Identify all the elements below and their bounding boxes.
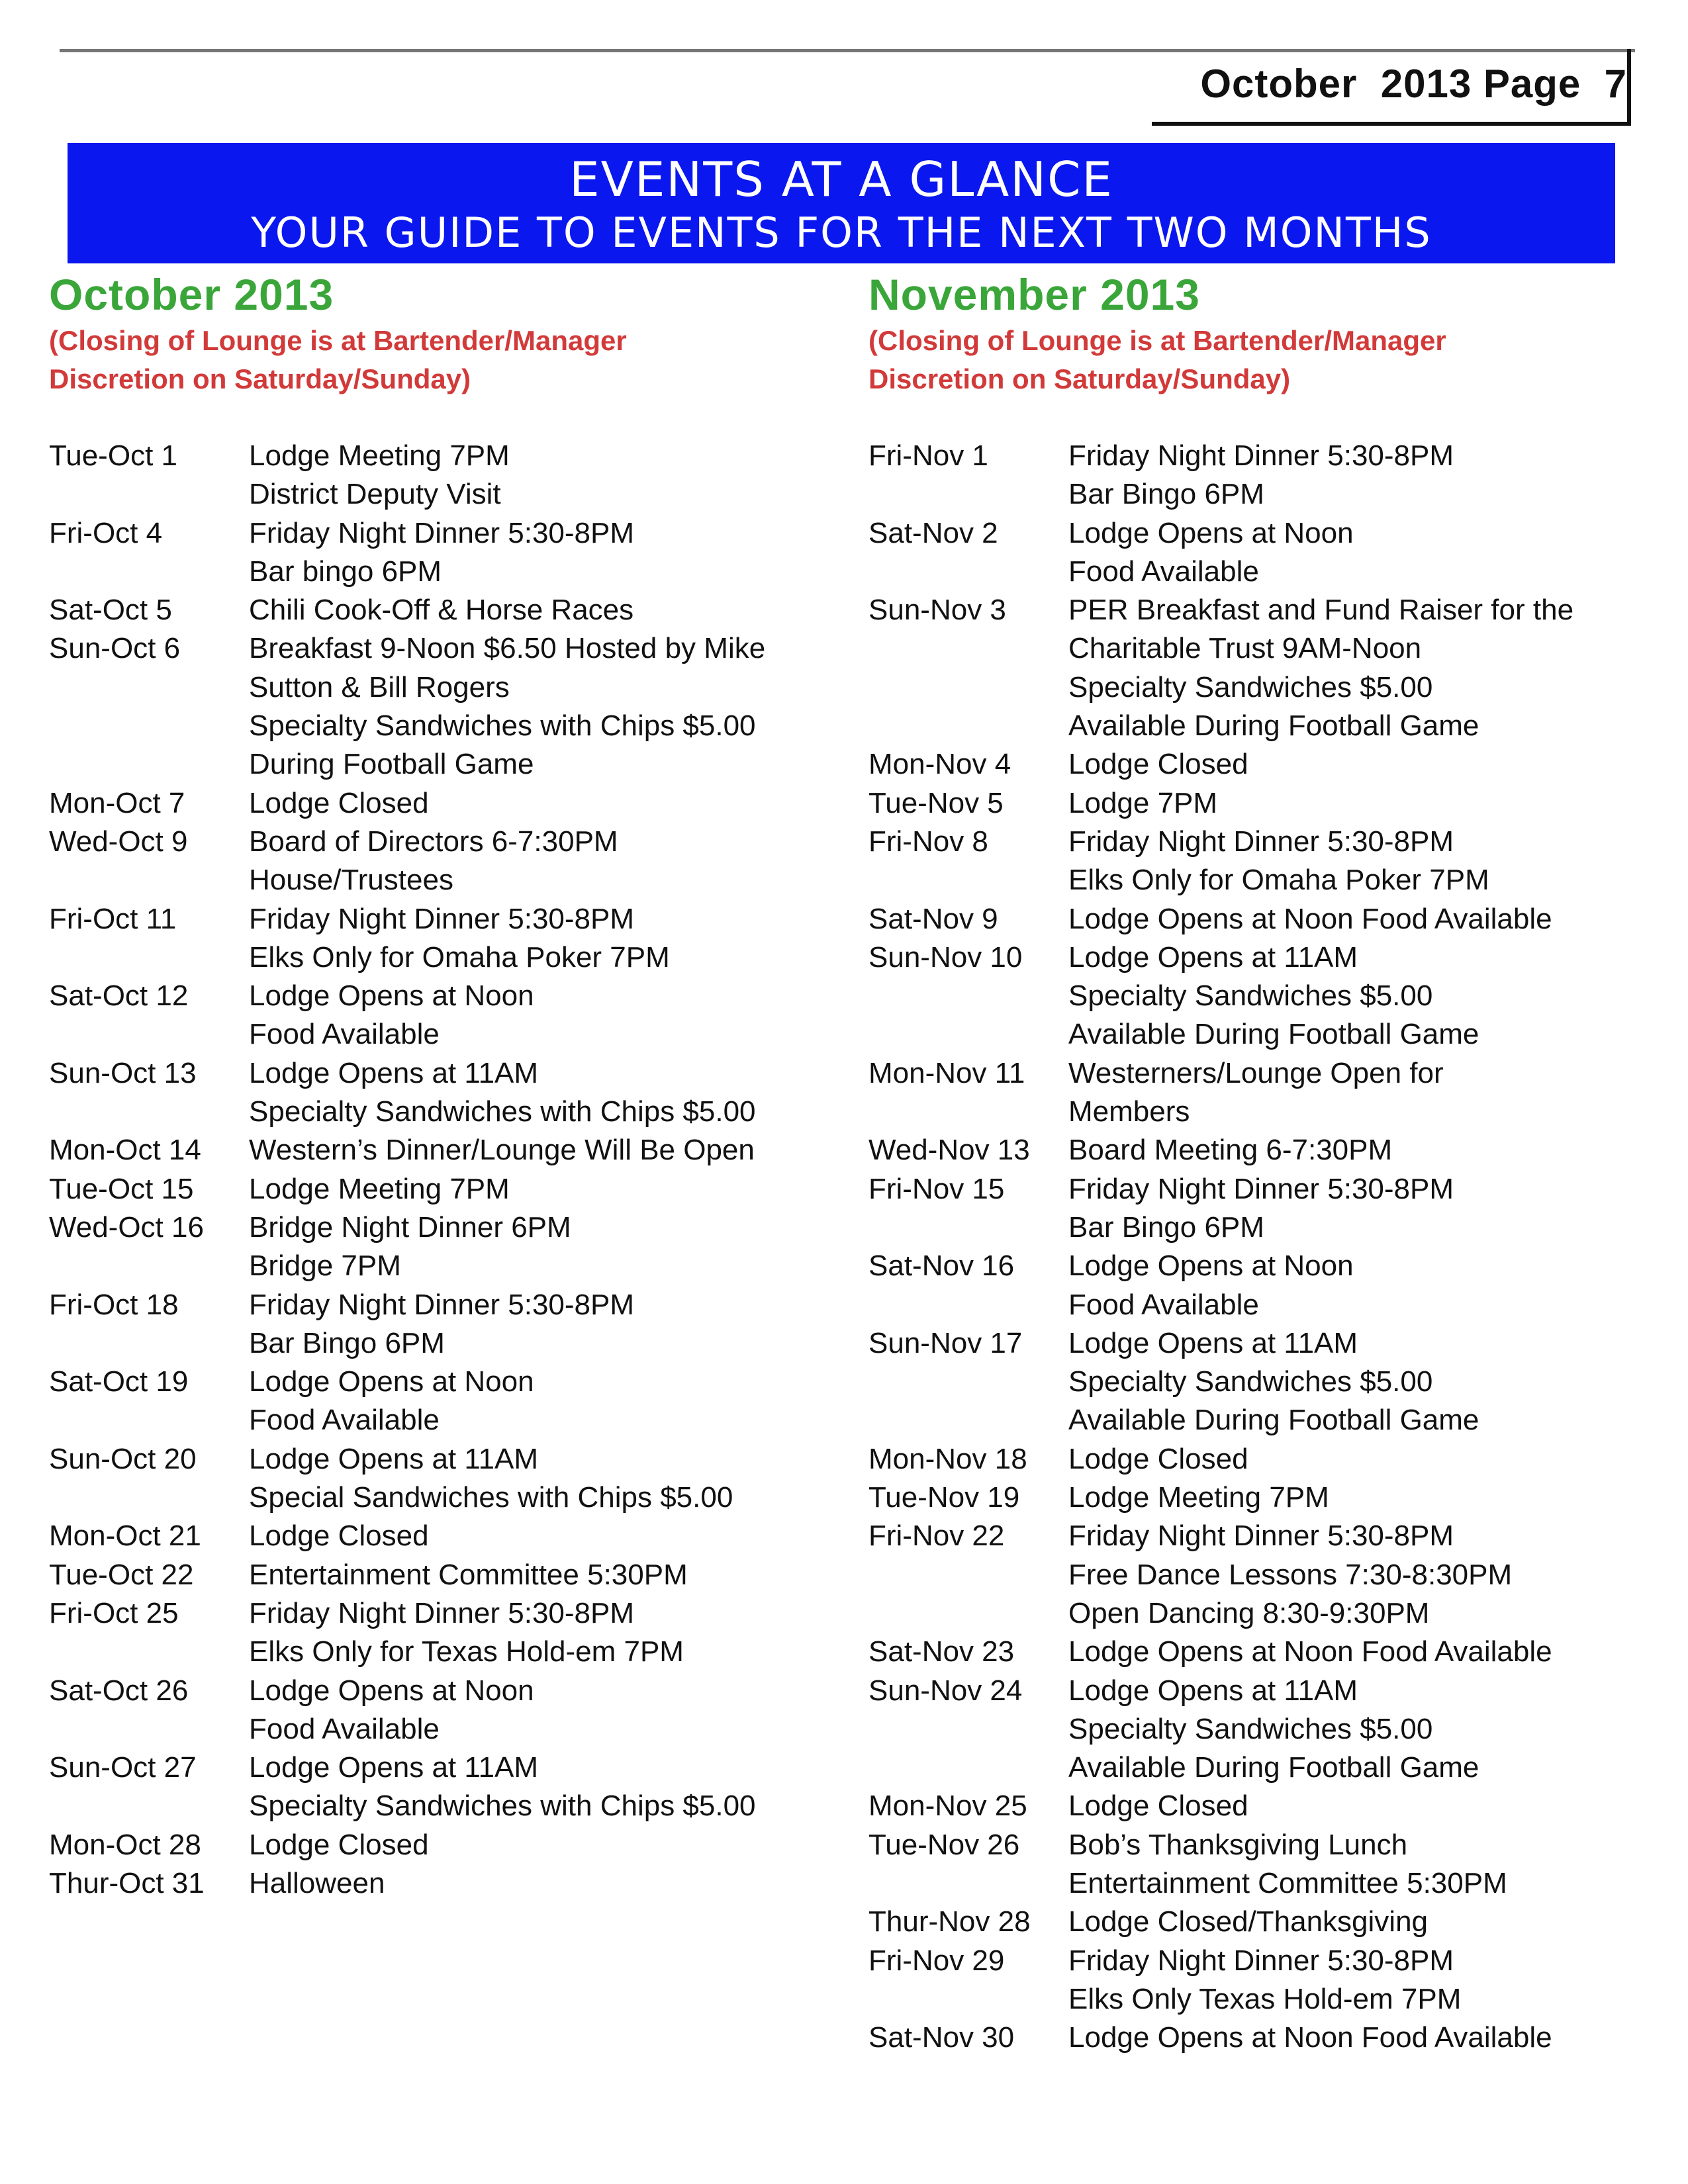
event-detail-line: Sutton & Bill Rogers <box>249 670 510 704</box>
event-date: Mon-Oct 21 <box>49 1520 201 1553</box>
event-detail-line: Elks Only Texas Hold-em 7PM <box>1068 1982 1462 2015</box>
event-details <box>249 514 817 592</box>
october-column <box>49 267 817 1903</box>
event-details <box>249 900 817 978</box>
event-details <box>249 591 817 629</box>
event-detail-line: House/Trustees <box>249 864 453 897</box>
event-details <box>249 1170 817 1208</box>
event-row <box>49 629 817 784</box>
event-details <box>1068 745 1636 784</box>
event-detail-line: Lodge Closed <box>1068 748 1248 781</box>
event-date: Sat-Oct 19 <box>49 1365 189 1398</box>
event-row <box>49 1594 817 1672</box>
event-details <box>1068 900 1636 938</box>
event-date: Sun-Nov 3 <box>868 594 1006 627</box>
event-detail-line: Lodge Opens at 11AM <box>1068 940 1358 974</box>
event-row <box>49 1556 817 1594</box>
event-detail-line: Lodge Opens at Noon <box>249 979 534 1013</box>
event-date: Thur-Oct 31 <box>49 1866 205 1899</box>
event-detail-line: Entertainment Committee 5:30PM <box>249 1558 688 1591</box>
event-detail-line: Elks Only for Omaha Poker 7PM <box>249 940 670 974</box>
event-date: Fri-Oct 4 <box>49 516 163 549</box>
event-detail-line: Lodge Opens at Noon Food Available <box>1068 1635 1552 1668</box>
event-detail-line: Friday Night Dinner 5:30-8PM <box>249 902 635 935</box>
event-details <box>1068 1672 1636 1788</box>
event-detail-line: Bridge Night Dinner 6PM <box>249 1210 571 1244</box>
event-details <box>249 1826 817 1864</box>
event-row <box>868 1324 1636 1440</box>
event-details <box>249 784 817 823</box>
event-detail-line: Entertainment Committee 5:30PM <box>1068 1866 1507 1899</box>
event-date: Sat-Nov 23 <box>868 1635 1015 1668</box>
event-date: Fri-Nov 8 <box>868 825 988 858</box>
page-header: October 2013 Page 7 <box>1200 62 1627 106</box>
event-row <box>868 1479 1636 1517</box>
event-date: Sun-Nov 17 <box>868 1326 1023 1359</box>
event-date: Tue-Nov 26 <box>868 1828 1020 1861</box>
event-detail-line: Board Meeting 6-7:30PM <box>1068 1134 1393 1167</box>
event-date: Tue-Oct 22 <box>49 1558 194 1591</box>
event-date: Fri-Oct 25 <box>49 1596 179 1629</box>
event-date: Wed-Oct 9 <box>49 825 188 858</box>
event-details <box>1068 938 1636 1054</box>
event-details <box>1068 1826 1636 1903</box>
event-row <box>868 938 1636 1054</box>
event-detail-line: Food Available <box>249 1712 440 1745</box>
event-detail-line: Lodge Opens at 11AM <box>249 1751 539 1784</box>
event-date: Sat-Nov 9 <box>868 902 998 935</box>
event-row <box>868 514 1636 592</box>
october-event-list <box>49 437 817 1903</box>
event-date: Tue-Oct 1 <box>49 439 177 472</box>
event-row <box>868 1131 1636 1169</box>
event-details <box>1068 1787 1636 1825</box>
event-date: Sun-Oct 6 <box>49 632 181 665</box>
event-date: Fri-Nov 15 <box>868 1172 1005 1205</box>
event-details <box>249 977 817 1054</box>
event-row <box>49 784 817 823</box>
event-date: Thur-Nov 28 <box>868 1905 1031 1938</box>
event-details <box>249 1517 817 1555</box>
event-detail-line: Specialty Sandwiches with Chips $5.00 <box>249 1095 756 1128</box>
event-date: Sun-Nov 10 <box>868 940 1023 974</box>
event-date: Tue-Oct 15 <box>49 1172 194 1205</box>
event-row <box>868 900 1636 938</box>
event-details <box>1068 437 1636 514</box>
event-detail-line: PER Breakfast and Fund Raiser for the <box>1068 594 1574 627</box>
event-detail-line: Lodge Closed <box>249 1520 429 1553</box>
event-details <box>249 1556 817 1594</box>
event-detail-line: Specialty Sandwiches $5.00 <box>1068 670 1433 704</box>
event-details <box>249 629 817 784</box>
event-details <box>249 1363 817 1440</box>
event-date: Tue-Nov 5 <box>868 786 1004 819</box>
event-details <box>1068 1247 1636 1324</box>
event-detail-line: Lodge Opens at Noon Food Available <box>1068 902 1552 935</box>
event-row <box>49 1170 817 1208</box>
event-detail-line: Lodge Opens at Noon <box>1068 516 1354 549</box>
event-detail-line: Friday Night Dinner 5:30-8PM <box>1068 1944 1454 1977</box>
event-details <box>1068 1324 1636 1440</box>
events-banner <box>68 143 1615 263</box>
event-detail-line: Lodge 7PM <box>1068 786 1218 819</box>
event-details <box>1068 1440 1636 1479</box>
event-detail-line: Lodge Opens at 11AM <box>1068 1674 1358 1707</box>
event-details <box>249 1864 817 1903</box>
event-row <box>49 1054 817 1132</box>
event-detail-line: Lodge Opens at 11AM <box>1068 1326 1358 1359</box>
event-date: Wed-Nov 13 <box>868 1134 1030 1167</box>
event-row <box>868 1903 1636 1941</box>
event-row <box>49 1440 817 1518</box>
event-detail-line: Friday Night Dinner 5:30-8PM <box>1068 1172 1454 1205</box>
event-row <box>868 1826 1636 1903</box>
event-details <box>249 823 817 900</box>
october-closing-note: (Closing of Lounge is at Bartender/Manager Discretion on Saturday/Sunday) <box>49 325 627 394</box>
event-row <box>868 1517 1636 1633</box>
november-column <box>868 267 1636 2057</box>
event-detail-line: Western’s Dinner/Lounge Will Be Open <box>249 1134 755 1167</box>
event-detail-line: Available During Football Game <box>1068 1404 1479 1437</box>
event-row <box>868 1440 1636 1479</box>
november-title: November 2013 <box>868 270 1200 319</box>
event-detail-line: Available During Football Game <box>1068 709 1479 743</box>
event-row <box>49 437 817 514</box>
event-details <box>249 1440 817 1518</box>
event-detail-line: Lodge Closed/Thanksgiving <box>1068 1905 1429 1938</box>
event-date: Fri-Nov 22 <box>868 1520 1005 1553</box>
event-detail-line: Lodge Opens at Noon <box>249 1365 534 1398</box>
event-details <box>1068 784 1636 823</box>
event-detail-line: Available During Football Game <box>1068 1018 1479 1051</box>
event-row <box>49 900 817 978</box>
event-detail-line: Lodge Closed <box>1068 1790 1248 1823</box>
event-detail-line: Specialty Sandwiches with Chips $5.00 <box>249 709 756 743</box>
event-detail-line: Lodge Meeting 7PM <box>249 1172 510 1205</box>
event-detail-line: Charitable Trust 9AM-Noon <box>1068 632 1422 665</box>
event-date: Sat-Oct 5 <box>49 594 172 627</box>
event-details <box>1068 1633 1636 1671</box>
event-row <box>868 784 1636 823</box>
event-row <box>49 1208 817 1286</box>
event-details <box>249 1131 817 1169</box>
event-details <box>249 1208 817 1286</box>
event-detail-line: Friday Night Dinner 5:30-8PM <box>249 1288 635 1321</box>
event-row <box>49 1363 817 1440</box>
event-date: Mon-Nov 11 <box>868 1056 1025 1089</box>
event-details <box>1068 2019 1636 2057</box>
event-detail-line: Food Available <box>1068 555 1259 588</box>
event-details <box>249 1672 817 1749</box>
event-date: Fri-Oct 18 <box>49 1288 179 1321</box>
event-row <box>868 1942 1636 2019</box>
banner-subtitle: YOUR GUIDE TO EVENTS FOR THE NEXT TWO MONTHS <box>251 208 1432 257</box>
event-detail-line: Members <box>1068 1095 1190 1128</box>
event-row <box>49 1517 817 1555</box>
event-detail-line: Bar bingo 6PM <box>249 555 442 588</box>
event-row <box>49 1864 817 1903</box>
event-detail-line: Bar Bingo 6PM <box>249 1326 445 1359</box>
event-row <box>868 1672 1636 1788</box>
event-row <box>49 977 817 1054</box>
event-row <box>868 1247 1636 1324</box>
event-date: Tue-Nov 19 <box>868 1481 1020 1514</box>
event-details <box>1068 1942 1636 2019</box>
event-details <box>249 1054 817 1132</box>
event-row <box>49 1826 817 1864</box>
event-detail-line: Food Available <box>249 1404 440 1437</box>
event-row <box>868 823 1636 900</box>
event-date: Sat-Oct 26 <box>49 1674 189 1707</box>
event-detail-line: Specialty Sandwiches with Chips $5.00 <box>249 1790 756 1823</box>
event-date: Mon-Oct 28 <box>49 1828 201 1861</box>
october-title: October 2013 <box>49 270 334 319</box>
event-detail-line: Friday Night Dinner 5:30-8PM <box>1068 439 1454 472</box>
event-detail-line: Lodge Closed <box>249 786 429 819</box>
event-details <box>1068 1903 1636 1941</box>
event-detail-line: Bar Bingo 6PM <box>1068 1210 1264 1244</box>
event-details <box>1068 823 1636 900</box>
event-date: Mon-Oct 7 <box>49 786 185 819</box>
event-date: Sun-Nov 24 <box>868 1674 1023 1707</box>
event-detail-line: Friday Night Dinner 5:30-8PM <box>1068 825 1454 858</box>
event-details <box>249 1749 817 1826</box>
event-details <box>249 437 817 514</box>
event-detail-line: Lodge Opens at Noon Food Available <box>1068 2021 1552 2054</box>
event-detail-line: Lodge Closed <box>249 1828 429 1861</box>
event-detail-line: Specialty Sandwiches $5.00 <box>1068 1365 1433 1398</box>
event-row <box>49 1286 817 1363</box>
event-details <box>1068 1479 1636 1517</box>
event-date: Mon-Oct 14 <box>49 1134 201 1167</box>
event-row <box>49 591 817 629</box>
event-details <box>1068 591 1636 745</box>
event-date: Sun-Oct 13 <box>49 1056 197 1089</box>
event-date: Mon-Nov 25 <box>868 1790 1027 1823</box>
event-detail-line: Special Sandwiches with Chips $5.00 <box>249 1481 733 1514</box>
event-detail-line: Bob’s Thanksgiving Lunch <box>1068 1828 1408 1861</box>
event-details <box>1068 514 1636 592</box>
event-detail-line: District Deputy Visit <box>249 478 501 511</box>
event-detail-line: Free Dance Lessons 7:30-8:30PM <box>1068 1558 1513 1591</box>
event-detail-line: Lodge Opens at 11AM <box>249 1056 539 1089</box>
november-closing-note: (Closing of Lounge is at Bartender/Manager Discretion on Saturday/Sunday) <box>868 325 1446 394</box>
event-date: Sat-Nov 30 <box>868 2021 1015 2054</box>
event-row <box>868 437 1636 514</box>
event-detail-line: Lodge Closed <box>1068 1442 1248 1475</box>
event-date: Sat-Oct 12 <box>49 979 189 1013</box>
event-detail-line: Board of Directors 6-7:30PM <box>249 825 618 858</box>
event-detail-line: Food Available <box>249 1018 440 1051</box>
event-row <box>868 1633 1636 1671</box>
event-date: Sat-Nov 16 <box>868 1250 1015 1283</box>
event-date: Sat-Nov 2 <box>868 516 998 549</box>
event-row <box>868 591 1636 745</box>
event-details <box>1068 1517 1636 1633</box>
event-date: Mon-Nov 4 <box>868 748 1011 781</box>
event-row <box>868 1787 1636 1825</box>
november-event-list <box>868 437 1636 2057</box>
event-row <box>49 823 817 900</box>
event-row <box>49 1131 817 1169</box>
event-detail-line: Elks Only for Texas Hold-em 7PM <box>249 1635 684 1668</box>
event-row <box>868 745 1636 784</box>
event-date: Sun-Oct 20 <box>49 1442 197 1475</box>
event-detail-line: Lodge Meeting 7PM <box>1068 1481 1329 1514</box>
event-date: Fri-Nov 29 <box>868 1944 1005 1977</box>
banner-title: EVENTS AT A GLANCE <box>569 152 1113 207</box>
event-detail-line: Bar Bingo 6PM <box>1068 478 1264 511</box>
event-detail-line: Breakfast 9-Noon $6.50 Hosted by Mike <box>249 632 766 665</box>
event-row <box>49 1672 817 1749</box>
event-detail-line: Specialty Sandwiches $5.00 <box>1068 979 1433 1013</box>
event-detail-line: Lodge Meeting 7PM <box>249 439 510 472</box>
event-date: Sun-Oct 27 <box>49 1751 197 1784</box>
event-detail-line: During Football Game <box>249 748 534 781</box>
event-details <box>1068 1131 1636 1169</box>
event-row <box>49 514 817 592</box>
event-detail-line: Available During Football Game <box>1068 1751 1479 1784</box>
event-detail-line: Westerners/Lounge Open for <box>1068 1056 1444 1089</box>
event-details <box>249 1286 817 1363</box>
event-detail-line: Friday Night Dinner 5:30-8PM <box>1068 1520 1454 1553</box>
event-detail-line: Lodge Opens at 11AM <box>249 1442 539 1475</box>
event-details <box>1068 1170 1636 1248</box>
event-row <box>868 1170 1636 1248</box>
event-row <box>49 1749 817 1826</box>
event-date: Wed-Oct 16 <box>49 1210 204 1244</box>
event-date: Fri-Nov 1 <box>868 439 988 472</box>
event-detail-line: Halloween <box>249 1866 385 1899</box>
event-detail-line: Elks Only for Omaha Poker 7PM <box>1068 864 1489 897</box>
event-date: Mon-Nov 18 <box>868 1442 1027 1475</box>
event-row <box>868 1054 1636 1132</box>
event-detail-line: Specialty Sandwiches $5.00 <box>1068 1712 1433 1745</box>
event-row <box>868 2019 1636 2057</box>
event-detail-line: Bridge 7PM <box>249 1250 401 1283</box>
event-detail-line: Friday Night Dinner 5:30-8PM <box>249 516 635 549</box>
event-detail-line: Lodge Opens at Noon <box>1068 1250 1354 1283</box>
event-details <box>249 1594 817 1672</box>
event-details <box>1068 1054 1636 1132</box>
event-detail-line: Lodge Opens at Noon <box>249 1674 534 1707</box>
event-detail-line: Friday Night Dinner 5:30-8PM <box>249 1596 635 1629</box>
event-detail-line: Food Available <box>1068 1288 1259 1321</box>
event-date: Fri-Oct 11 <box>49 902 177 935</box>
event-detail-line: Open Dancing 8:30-9:30PM <box>1068 1596 1430 1629</box>
event-detail-line: Chili Cook-Off & Horse Races <box>249 594 634 627</box>
